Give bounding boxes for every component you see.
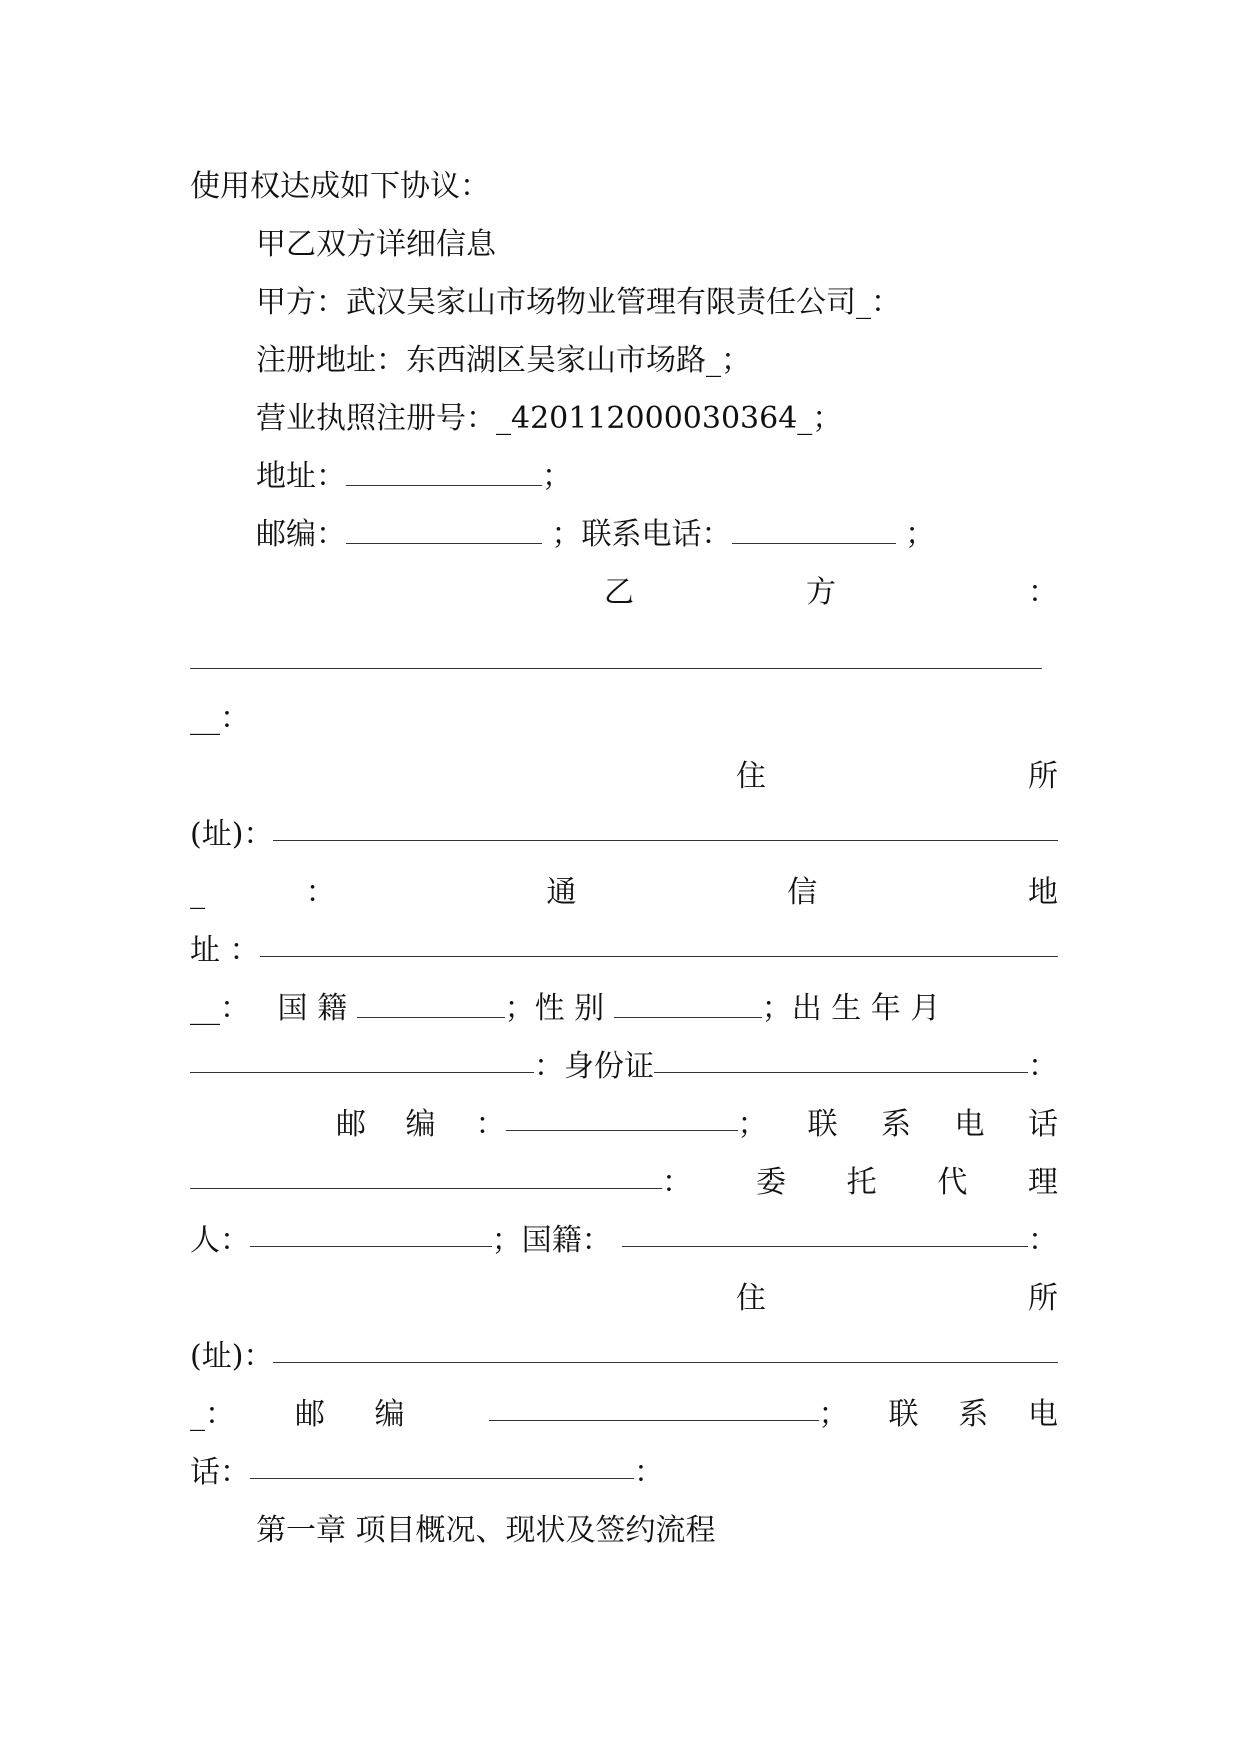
agent-residence-label: 住 所: [736, 1281, 1058, 1316]
party-a-license-text: 营业执照注册号：_420112000030364_；: [256, 401, 843, 436]
agent-phone-label: 联 系 电: [888, 1397, 1058, 1432]
party-a-address-text: 注册地址：东西湖区吴家山市场路_；: [256, 343, 751, 378]
id-card-blank: [654, 1044, 1028, 1073]
party-b-heading: [604, 570, 1058, 616]
party-b-colon: ：: [1028, 575, 1058, 610]
parties-heading-text: 甲乙双方详细信息: [256, 227, 496, 262]
agent-residence-blank: [273, 1334, 1058, 1363]
phone-label-b: 联 系 电 话: [807, 1107, 1058, 1142]
birth-date-label: ；出 生 年 月: [761, 991, 941, 1026]
section-heading-parties: [256, 222, 1058, 268]
agent-phone-line: 话： ：: [190, 1450, 1058, 1496]
party-b-id-line: [190, 1044, 1058, 1090]
agent-nationality-line: 人： ；国籍： ：: [190, 1218, 1058, 1264]
agent-postcode-blank: [489, 1392, 819, 1421]
agent-phone-end-label: 话：: [190, 1455, 250, 1490]
chapter-heading: [256, 1508, 1058, 1554]
agent-postcode-phone-line: _： 邮 编 ； 联 系 电: [190, 1392, 1058, 1438]
mailing-end: __：: [190, 991, 250, 1026]
agent-nationality-label: ；国籍：: [491, 1223, 612, 1258]
agent-phone-blank: [250, 1450, 634, 1479]
agent-label: 委 托 代 理: [756, 1165, 1058, 1200]
residence-label: (址)：: [190, 817, 274, 852]
party-b-name-blank: [190, 668, 1042, 669]
phone-blank-b: [190, 1160, 662, 1189]
postcode-label: 邮编：: [256, 517, 346, 552]
party-a-name-line: [256, 280, 1058, 326]
party-b-residence-label: 住 所: [736, 759, 1058, 794]
intro-text: 使用权达成如下协议：: [190, 169, 490, 204]
nationality-blank: [357, 989, 505, 1018]
id-card-label: ：身份证: [534, 1049, 654, 1084]
gender-label: ；性 别: [504, 991, 605, 1026]
party-a-postcode-phone-line: [256, 512, 1058, 558]
chapter-heading-text: 第一章 项目概况、现状及签约流程: [256, 1513, 716, 1548]
mailing-address-blank: [260, 928, 1058, 957]
agent-blank: [250, 1218, 492, 1247]
phone-blank: [732, 515, 896, 544]
agent-residence-text: (址)：: [190, 1339, 274, 1374]
address-label: 地址：: [256, 459, 346, 494]
postcode-blank: [346, 515, 542, 544]
party-b-mailing-label-line: _： 通 信 地: [190, 875, 1058, 910]
phone-label: ；联系电话：: [542, 517, 732, 552]
party-a-address-line: [256, 338, 1058, 384]
phone-end: ；: [895, 517, 936, 552]
party-b-nationality-line: [190, 986, 1058, 1032]
address-end: ；: [542, 459, 572, 494]
agent-residence-line: [190, 1334, 1058, 1380]
party-b-mailing-address-line: [190, 928, 1058, 974]
party-b-postcode-phone-line: 邮 编 ： ； 联 系 电 话: [336, 1102, 1058, 1148]
postcode-blank-b: [506, 1102, 738, 1131]
party-a-contact-address-line: [256, 454, 1058, 500]
gender-blank: [614, 989, 762, 1018]
id-card-end: ：: [1028, 1049, 1058, 1084]
party-b-char1: 乙: [604, 575, 634, 610]
agent-end-label: 人：: [190, 1223, 250, 1258]
mailing-address-label: 址 ：: [190, 933, 260, 968]
agent-postcode-label: 邮 编: [295, 1397, 405, 1432]
address-blank: [346, 457, 542, 486]
party-b-name-end-line: [190, 696, 1058, 742]
party-b-char2: 方: [806, 575, 836, 610]
intro-line: [190, 164, 1058, 210]
residence-blank: [273, 812, 1058, 841]
party-b-phone-agent-line: ： 委 托 代 理: [190, 1160, 1058, 1206]
party-a-name-text: 甲方：武汉吴家山市场物业管理有限责任公司_：: [256, 285, 901, 320]
party-b-residence-line: [190, 812, 1058, 858]
agent-nationality-blank: [622, 1218, 1028, 1247]
party-b-name-end: __：: [190, 701, 250, 736]
party-a-license-line: [256, 396, 1058, 442]
nationality-label: 国 籍: [277, 991, 348, 1026]
birth-date-blank: [190, 1044, 534, 1073]
postcode-label-b: 邮 编: [336, 1107, 436, 1142]
